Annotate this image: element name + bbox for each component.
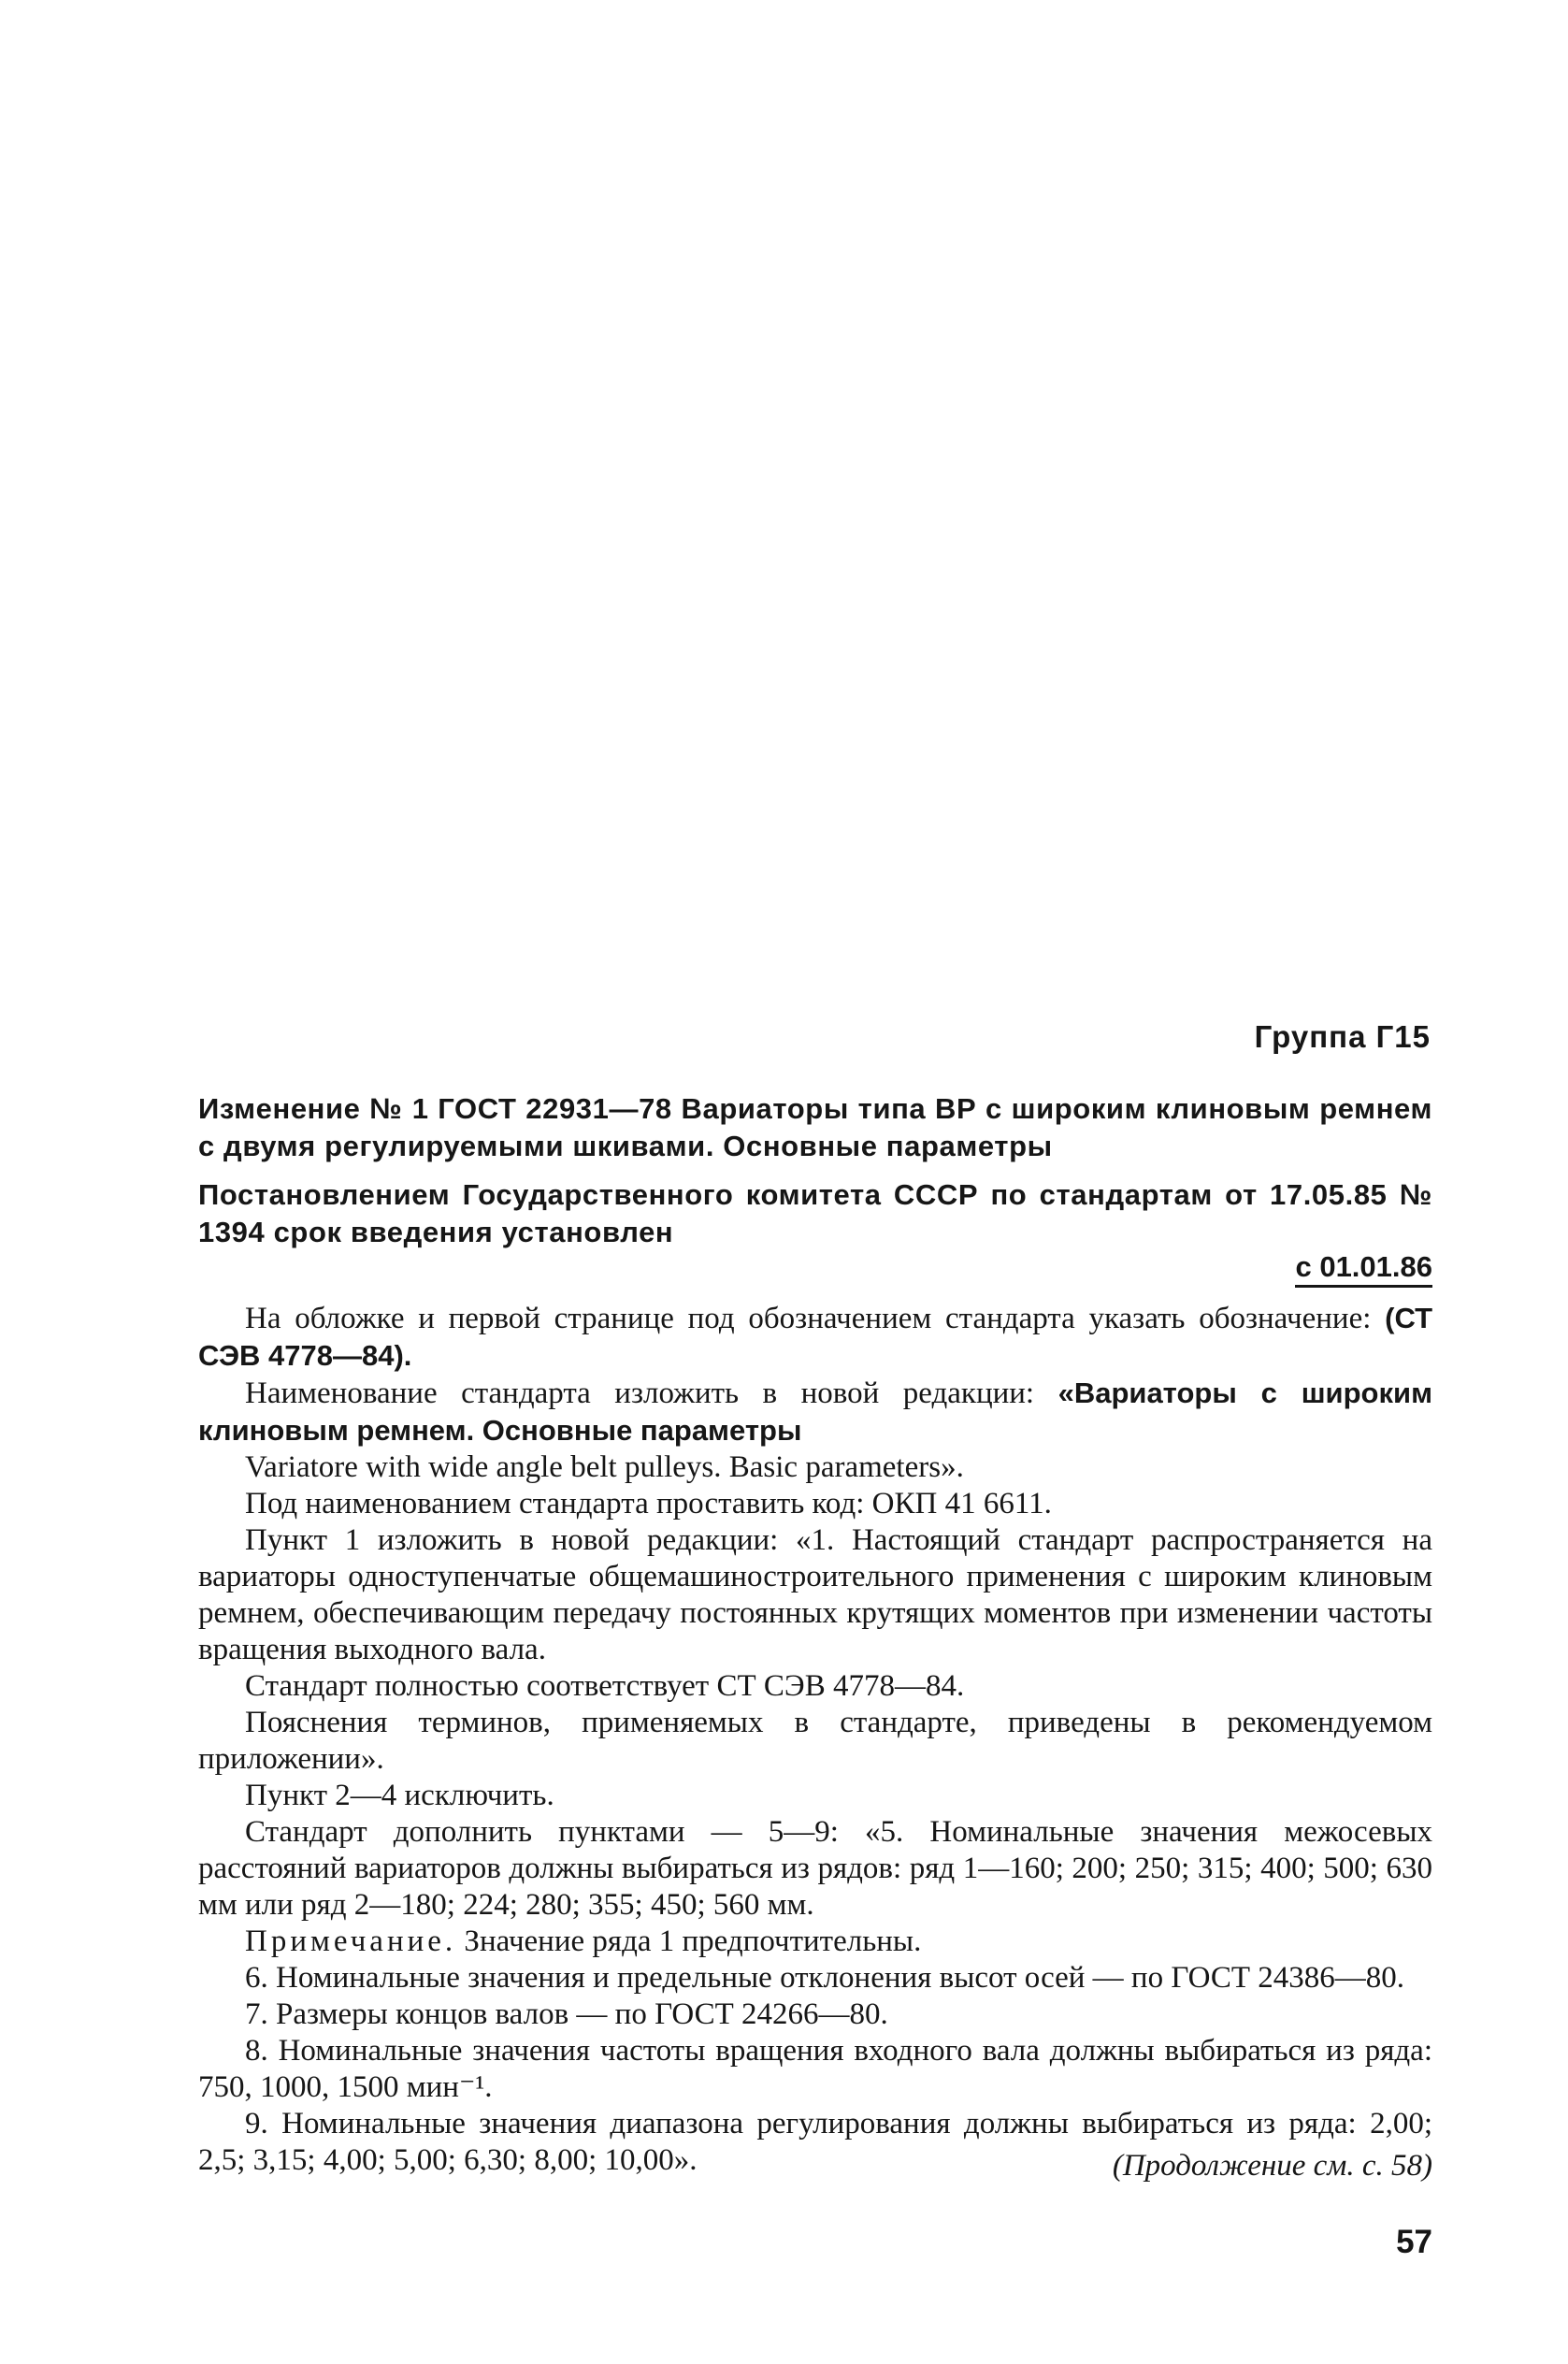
paragraph-okp-text: Под наименованием стандарта проставить код: ОКП 41 6611. bbox=[245, 1487, 1052, 1521]
note-label: Примечание. bbox=[245, 1924, 457, 1958]
paragraph-item-9-text: 9. Номинальные значения диапазона регулирования должны выбираться из ряда: 2,00; 2,5; 3,15; 4,00; 5,00; 6,30; 8,00; 10,00». bbox=[198, 2107, 1432, 2177]
decree-text: Постановлением Государственного комитета СССР по стандартам от 17.05.85 № 1394 срок введения установлен bbox=[198, 1178, 1432, 1248]
paragraph-terms-text: Пояснения терминов, применяемых в стандарте, приведены в рекомендуемом приложении». bbox=[198, 1706, 1432, 1776]
paragraph-english-title-text: Variatore with wide angle belt pulleys. Basic parameters». bbox=[245, 1450, 964, 1484]
paragraph-item-5 bbox=[198, 1814, 1432, 1924]
paragraph-cover-text: На обложке и первой странице под обозначением стандарта указать обозначение: bbox=[245, 1302, 1386, 1335]
paragraph-terms bbox=[198, 1705, 1432, 1778]
paragraph-item-8-text: 8. Номинальные значения частоты вращения входного вала должны выбираться из ряда: 750, 1000, 1500 мин⁻¹. bbox=[198, 2034, 1432, 2104]
paragraph-item-6 bbox=[198, 1960, 1432, 1996]
paragraph-title bbox=[198, 1375, 1432, 1449]
paragraph-note bbox=[198, 1924, 1432, 1960]
note-text: Значение ряда 1 предпочтительны. bbox=[456, 1924, 922, 1958]
effective-date bbox=[1122, 1247, 1432, 1288]
paragraph-okp bbox=[198, 1486, 1432, 1522]
paragraph-item-1 bbox=[198, 1522, 1432, 1668]
paragraph-title-text: Наименование стандарта изложить в новой редакции: bbox=[245, 1377, 1058, 1410]
change-title: Изменение № 1 ГОСТ 22931—78 Вариаторы типа ВР с широким клиновым ремнем с двумя регулируемыми шкивами. Основные параметры bbox=[198, 1092, 1432, 1162]
paragraph-compliance-text: Стандарт полностью соответствует СТ СЭВ 4778—84. bbox=[245, 1669, 965, 1703]
paragraph-exclude-text: Пункт 2—4 исключить. bbox=[245, 1779, 554, 1812]
paragraph-compliance bbox=[198, 1668, 1432, 1705]
paragraph-exclude bbox=[198, 1778, 1432, 1814]
paragraph-item-7 bbox=[198, 1996, 1432, 2033]
body-text bbox=[198, 1300, 1432, 2179]
paragraph-item-8 bbox=[198, 2033, 1432, 2106]
paragraph-item-5-text: Стандарт дополнить пунктами — 5—9: «5. Номинальные значения межосевых расстояний вариаторов должны выбираться из рядов: ряд 1—160; 200; 250; 315; 400; 500; 630 мм или ряд 2—180; 224; 280; 355; 450; 560 мм. bbox=[198, 1815, 1432, 1922]
page-number: 57 bbox=[1396, 2224, 1432, 2260]
paragraph-cover-code: (СТ СЭВ 4778—84). bbox=[198, 1302, 1432, 1372]
group-code: Группа Г15 bbox=[1254, 1019, 1431, 1054]
paragraph-item-1-text: Пункт 1 изложить в новой редакции: «1. Настоящий стандарт распространяется на вариаторы одноступенчатые общемашиностроительного применения с широким клиновым ремнем, обеспечивающим передачу постоянных крутящих моментов при изменении частоты вращения выходного вала. bbox=[198, 1523, 1432, 1666]
paragraph-item-7-text: 7. Размеры концов валов — по ГОСТ 24266—80. bbox=[245, 1997, 888, 2031]
paragraph-english-title bbox=[198, 1449, 1432, 1486]
effective-date-value: с 01.01.86 bbox=[1295, 1250, 1432, 1288]
paragraph-title-new: «Вариаторы с широким клиновым ремнем. Основные параметры bbox=[198, 1377, 1432, 1447]
paragraph-cover bbox=[198, 1300, 1432, 1375]
paragraph-item-6-text: 6. Номинальные значения и предельные отклонения высот осей — по ГОСТ 24386—80. bbox=[245, 1961, 1404, 1995]
continuation-note: (Продолжение см. с. 58) bbox=[1112, 2149, 1432, 2183]
